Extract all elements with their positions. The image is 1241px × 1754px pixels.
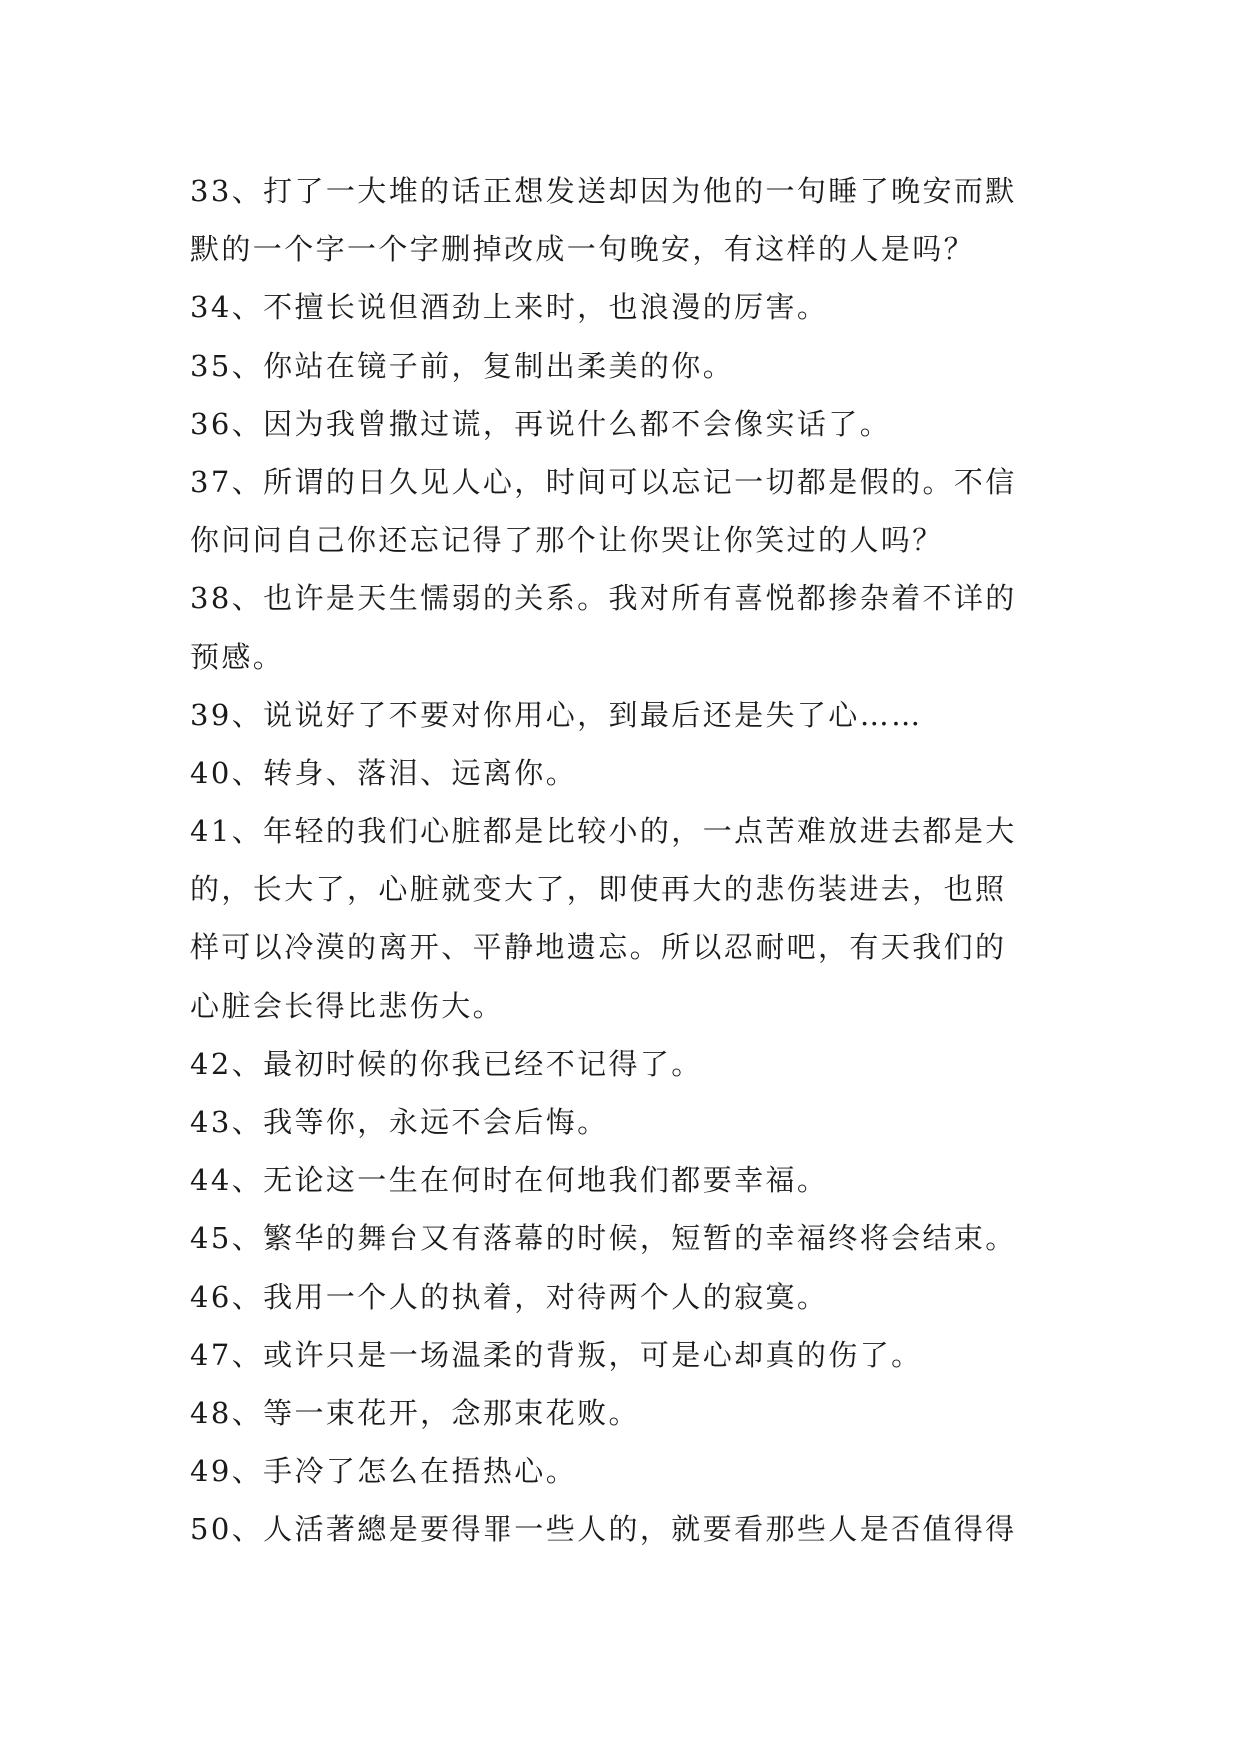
text-line: 34、不擅长说但酒劲上来时，也浪漫的厉害。 — [190, 290, 829, 325]
text-line: 40、转身、落泪、远离你。 — [190, 755, 578, 790]
text-line: 43、我等你，永远不会后悔。 — [190, 1105, 609, 1139]
text-line: 你问问自己你还忘记得了那个让你哭让你笑过的人吗？ — [190, 523, 944, 558]
text-line: 45、繁华的舞台又有落幕的时候，短暂的幸福终将会结束。 — [190, 1221, 1017, 1256]
text-line: 46、我用一个人的执着，对待两个人的寂寞。 — [190, 1279, 829, 1314]
text-line: 样可以冷漠的离开、平静地遗忘。所以忍耐吧，有天我们的 — [190, 930, 1007, 965]
text-line: 44、无论这一生在何时在何地我们都要幸福。 — [190, 1163, 829, 1198]
text-line: 47、或许只是一场温柔的背叛，可是心却真的伤了。 — [190, 1337, 923, 1372]
text-line: 默的一个字一个字删掉改成一句晚安，有这样的人是吗？ — [190, 232, 976, 267]
text-line: 心脏会长得比悲伤大。 — [190, 988, 505, 1023]
text-line: 38、也许是天生懦弱的关系。我对所有喜悦都掺杂着不详的 — [190, 581, 1017, 616]
text-line: 49、手冷了怎么在捂热心。 — [190, 1454, 578, 1489]
text-line: 33、打了一大堆的话正想发送却因为他的一句睡了晚安而默 — [190, 174, 1017, 208]
text-line: 50、人活著總是要得罪一些人的，就要看那些人是否值得得 — [190, 1512, 1017, 1547]
text-line: 48、等一束花开，念那束花败。 — [190, 1395, 640, 1430]
text-line: 的，长大了，心脏就变大了，即使再大的悲伤装进去，也照 — [190, 872, 1007, 907]
text-line: 36、因为我曾撒过谎，再说什么都不会像实话了。 — [190, 406, 892, 441]
text-line: 预感。 — [190, 639, 285, 674]
text-line: 35、你站在镜子前，复制出柔美的你。 — [190, 348, 735, 383]
text-line: 42、最初时候的你我已经不记得了。 — [190, 1046, 703, 1081]
text-line: 39、说说好了不要对你用心，到最后还是失了心…… — [190, 697, 923, 732]
document-body — [190, 162, 1090, 1559]
text-line: 41、年轻的我们心脏都是比较小的，一点苦难放进去都是大 — [190, 814, 1017, 849]
text-line: 37、所谓的日久见人心，时间可以忘记一切都是假的。不信 — [190, 464, 1017, 499]
